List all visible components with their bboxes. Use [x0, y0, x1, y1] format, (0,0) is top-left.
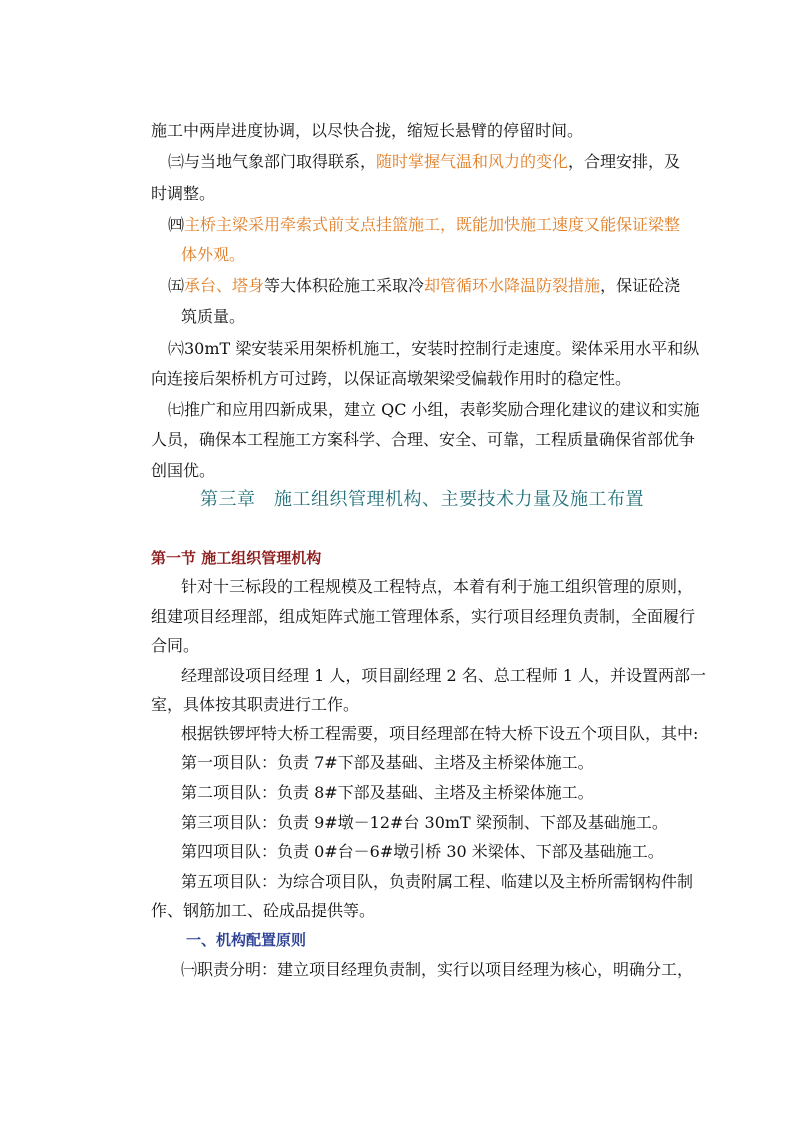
text-span: 第五项目队：为综合项目队，负责附属工程、临建以及主桥所需钢构件制 — [181, 872, 694, 891]
paragraph-line — [181, 960, 693, 980]
paragraph-line — [168, 215, 680, 235]
highlighted-text: 随时掌握气温和风力的变化 — [376, 152, 569, 171]
paragraph-line — [181, 245, 245, 265]
paragraph-line — [181, 813, 668, 833]
text-span: 等大体积砼施工采取冷 — [264, 276, 425, 295]
paragraph-line — [151, 901, 375, 921]
highlighted-text: 主桥主梁采用牵索式前支点挂篮施工，既能加快施工速度又能保证梁整 — [184, 215, 681, 234]
paragraph-line — [181, 783, 594, 803]
paragraph-line — [168, 276, 680, 296]
paragraph-line — [168, 400, 700, 420]
paragraph-line — [181, 666, 706, 686]
text-span: ㈠职责分明：建立项目经理负责制，实行以项目经理为核心，明确分工， — [181, 960, 694, 979]
text-span: 向连接后架桥机方可过跨，以保证高墩架梁受偏载作用时的稳定性。 — [151, 369, 632, 388]
text-span: 作、钢筋加工、砼成品提供等。 — [151, 901, 376, 920]
paragraph-line — [151, 430, 695, 450]
paragraph-line — [151, 369, 631, 389]
section-heading: 第一节 施工组织管理机构 — [151, 549, 322, 567]
paragraph-line — [181, 724, 698, 744]
text-span: 第二项目队：负责 8#下部及基础、主塔及主桥梁体施工。 — [181, 783, 594, 802]
text-span: 时调整。 — [151, 184, 216, 203]
text-span: ，合理安排，及 — [568, 152, 681, 171]
text-span: ㈥30mT 梁安装采用架桥机施工，安装时控制行走速度。梁体采用水平和纵 — [168, 339, 700, 358]
paragraph-line — [181, 872, 693, 892]
text-span: 创国优。 — [151, 461, 216, 480]
subheading: 一、机构配置原则 — [186, 931, 307, 949]
paragraph-line — [151, 695, 359, 715]
paragraph-line — [181, 842, 664, 862]
text-span: ㈢与当地气象部门取得联系， — [168, 152, 377, 171]
paragraph-line — [181, 753, 594, 773]
paragraph-line — [151, 461, 215, 481]
paragraph-line — [151, 636, 199, 656]
paragraph-line — [151, 121, 583, 141]
paragraph-line — [168, 152, 680, 172]
text-span: 第一项目队：负责 7#下部及基础、主塔及主桥梁体施工。 — [181, 753, 594, 772]
paragraph-line — [181, 307, 245, 327]
text-span: 第三项目队：负责 9#墩－12#台 30mT 梁预制、下部及基础施工。 — [181, 813, 668, 832]
highlighted-text: 体外观。 — [181, 245, 246, 264]
text-span: 筑质量。 — [181, 307, 246, 326]
text-span: 根据铁锣坪特大桥工程需要，项目经理部在特大桥下设五个项目队，其中: — [181, 724, 699, 743]
paragraph-line — [168, 339, 699, 359]
text-span: 第四项目队：负责 0#台－6#墩引桥 30 米梁体、下部及基础施工。 — [181, 842, 664, 861]
text-span: ㈤ — [168, 276, 185, 295]
chapter-heading: 第三章 施工组织管理机构、主要技术力量及施工布置 — [200, 489, 644, 510]
highlighted-text: 却管循环水降温防裂措施 — [424, 276, 601, 295]
text-span: ㈦推广和应用四新成果，建立 QC 小组，表彰奖励合理化建议的建议和实施 — [168, 400, 700, 419]
text-span: 施工中两岸进度协调，以尽快合拢，缩短长悬臂的停留时间。 — [151, 121, 584, 140]
highlighted-text: 承台、塔身 — [184, 276, 265, 295]
paragraph-line — [181, 577, 693, 597]
text-span: 组建项目经理部，组成矩阵式施工管理体系，实行项目经理负责制，全面履行 — [151, 607, 696, 626]
text-span: 合同。 — [151, 636, 200, 655]
text-span: ㈣ — [168, 215, 185, 234]
text-span: 经理部设项目经理 1 人，项目副经理 2 名、总工程师 1 人，并设置两部一 — [181, 666, 707, 685]
paragraph-line — [151, 184, 215, 204]
text-span: 人员，确保本工程施工方案科学、合理、安全、可靠，工程质量确保省部优争 — [151, 430, 696, 449]
text-span: ，保证砼浇 — [600, 276, 681, 295]
paragraph-line — [151, 607, 695, 627]
text-span: 针对十三标段的工程规模及工程特点，本着有利于施工组织管理的原则， — [181, 577, 694, 596]
text-span: 室，具体按其职责进行工作。 — [151, 695, 360, 714]
